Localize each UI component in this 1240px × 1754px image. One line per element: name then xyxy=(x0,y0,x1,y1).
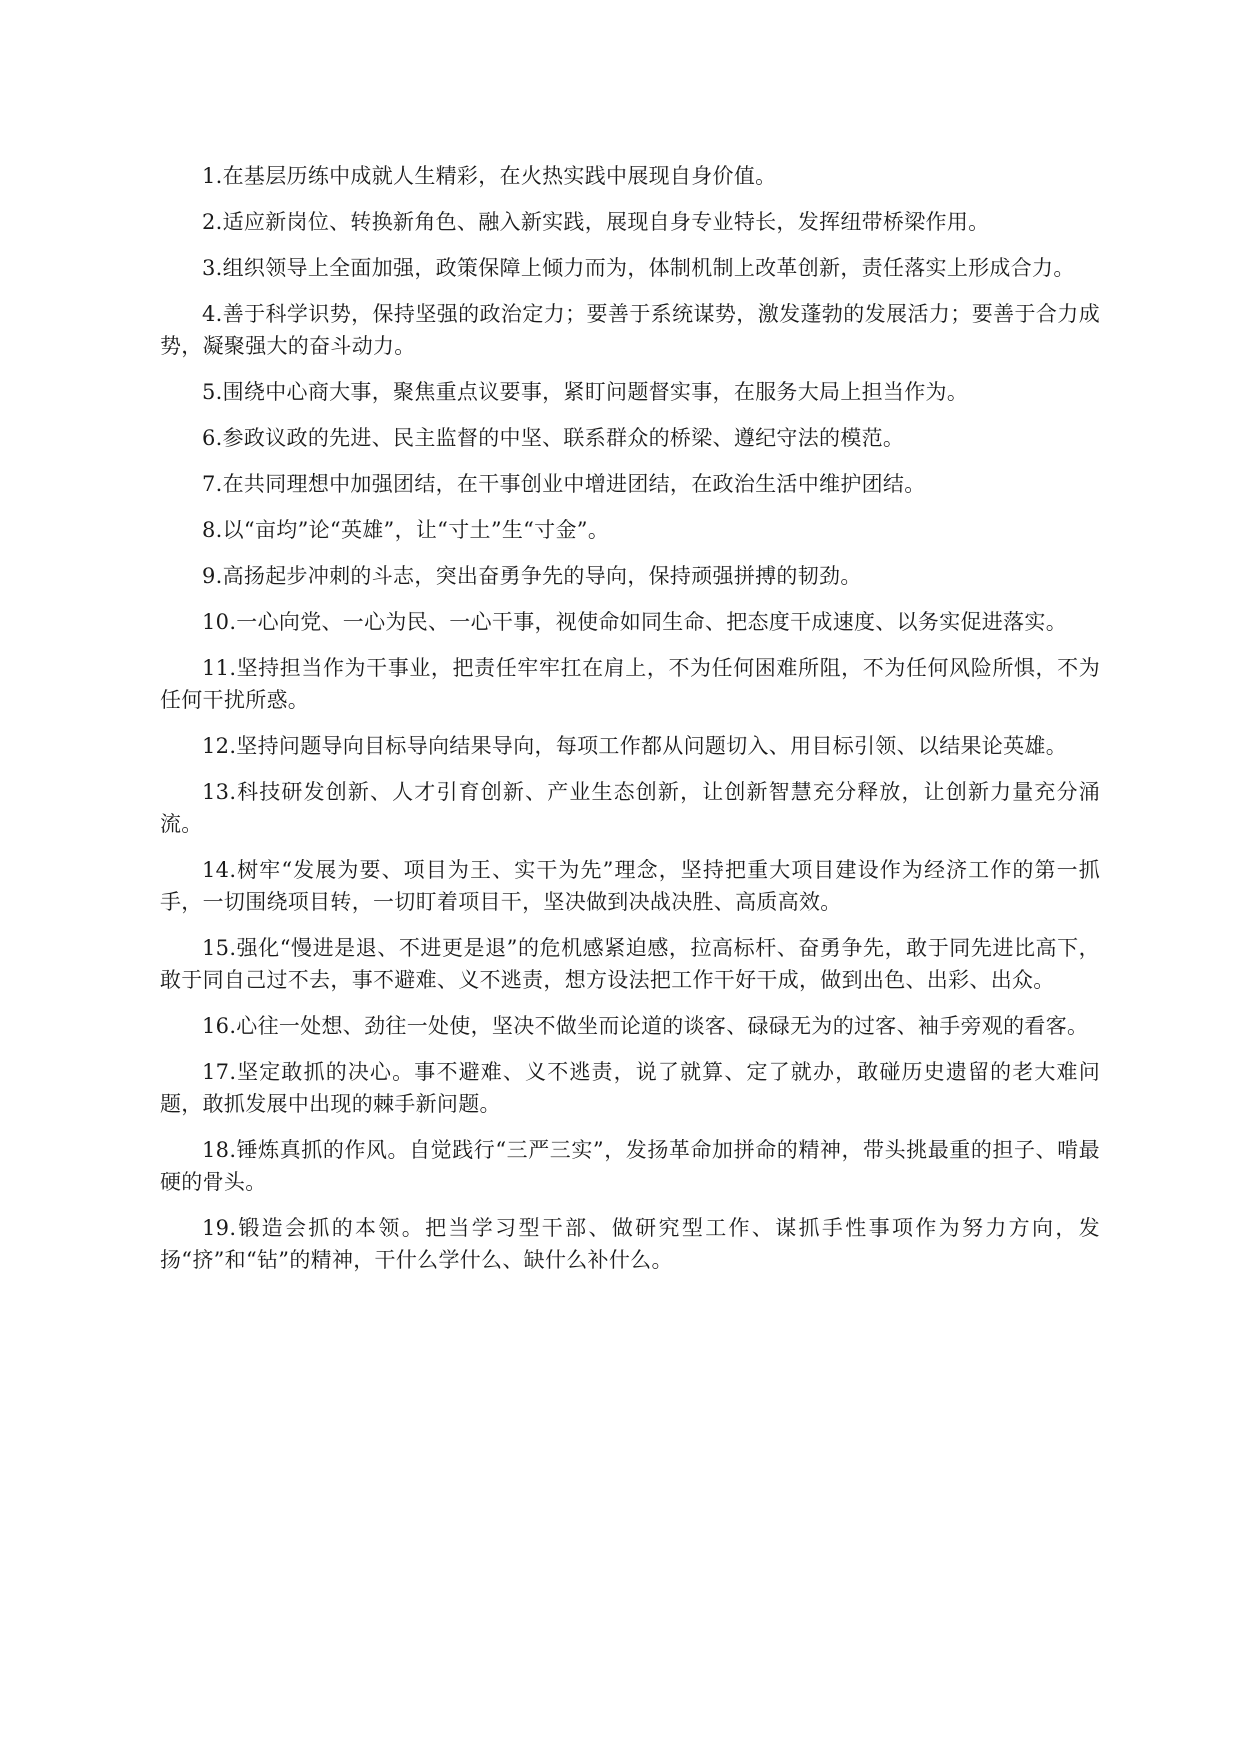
paragraph-3: 3.组织领导上全面加强，政策保障上倾力而为，体制机制上改革创新，责任落实上形成合力。 xyxy=(202,256,1075,280)
paragraph-19: 19.锻造会抓的本领。把当学习型干部、做研究型工作、谋抓手性事项作为努力方向，发扬“挤”和“钻”的精神，干什么学什么、缺什么补什么。 xyxy=(160,1216,1100,1272)
paragraph-12: 12.坚持问题导向目标导向结果导向，每项工作都从问题切入、用目标引领、以结果论英雄。 xyxy=(202,734,1067,758)
paragraph-14: 14.树牢“发展为要、项目为王、实干为先”理念，坚持把重大项目建设作为经济工作的第一抓手，一切围绕项目转，一切盯着项目干，坚决做到决战决胜、高质高效。 xyxy=(160,858,1100,914)
paragraph-17: 17.坚定敢抓的决心。事不避难、义不逃责，说了就算、定了就办，敢碰历史遗留的老大难问题，敢抓发展中出现的棘手新问题。 xyxy=(160,1060,1100,1116)
paragraph-5: 5.围绕中心商大事，聚焦重点议要事，紧盯问题督实事，在服务大局上担当作为。 xyxy=(202,380,969,404)
paragraph-13: 13.科技研发创新、人才引育创新、产业生态创新，让创新智慧充分释放，让创新力量充分涌流。 xyxy=(160,780,1100,836)
paragraph-4: 4.善于科学识势，保持坚强的政治定力；要善于系统谋势，激发蓬勃的发展活力；要善于合力成势，凝聚强大的奋斗动力。 xyxy=(160,302,1100,358)
paragraph-6: 6.参政议政的先进、民主监督的中坚、联系群众的桥梁、遵纪守法的模范。 xyxy=(202,426,905,450)
paragraph-15: 15.强化“慢进是退、不进更是退”的危机感紧迫感，拉高标杆、奋勇争先，敢于同先进比高下，敢于同自己过不去，事不避难、义不逃责，想方设法把工作干好干成，做到出色、出彩、出众。 xyxy=(160,936,1100,992)
paragraph-1: 1.在基层历练中成就人生精彩，在火热实践中展现自身价值。 xyxy=(202,164,777,188)
document-page xyxy=(160,160,1100,1290)
paragraph-8: 8.以“亩均”论“英雄”，让“寸土”生“寸金”。 xyxy=(202,518,610,542)
paragraph-18: 18.锤炼真抓的作风。自觉践行“三严三实”，发扬革命加拼命的精神，带头挑最重的担子、啃最硬的骨头。 xyxy=(160,1138,1100,1194)
paragraph-11: 11.坚持担当作为干事业，把责任牢牢扛在肩上，不为任何困难所阻，不为任何风险所惧，不为任何干扰所惑。 xyxy=(160,656,1100,712)
paragraph-7: 7.在共同理想中加强团结，在干事创业中增进团结，在政治生活中维护团结。 xyxy=(202,472,926,496)
paragraph-16: 16.心往一处想、劲往一处使，坚决不做坐而论道的谈客、碌碌无为的过客、袖手旁观的看客。 xyxy=(202,1014,1089,1038)
paragraph-2: 2.适应新岗位、转换新角色、融入新实践，展现自身专业特长，发挥纽带桥梁作用。 xyxy=(202,210,990,234)
paragraph-9: 9.高扬起步冲刺的斗志，突出奋勇争先的导向，保持顽强拼搏的韧劲。 xyxy=(202,564,862,588)
paragraph-10: 10.一心向党、一心为民、一心干事，视使命如同生命、把态度干成速度、以务实促进落实。 xyxy=(202,610,1067,634)
